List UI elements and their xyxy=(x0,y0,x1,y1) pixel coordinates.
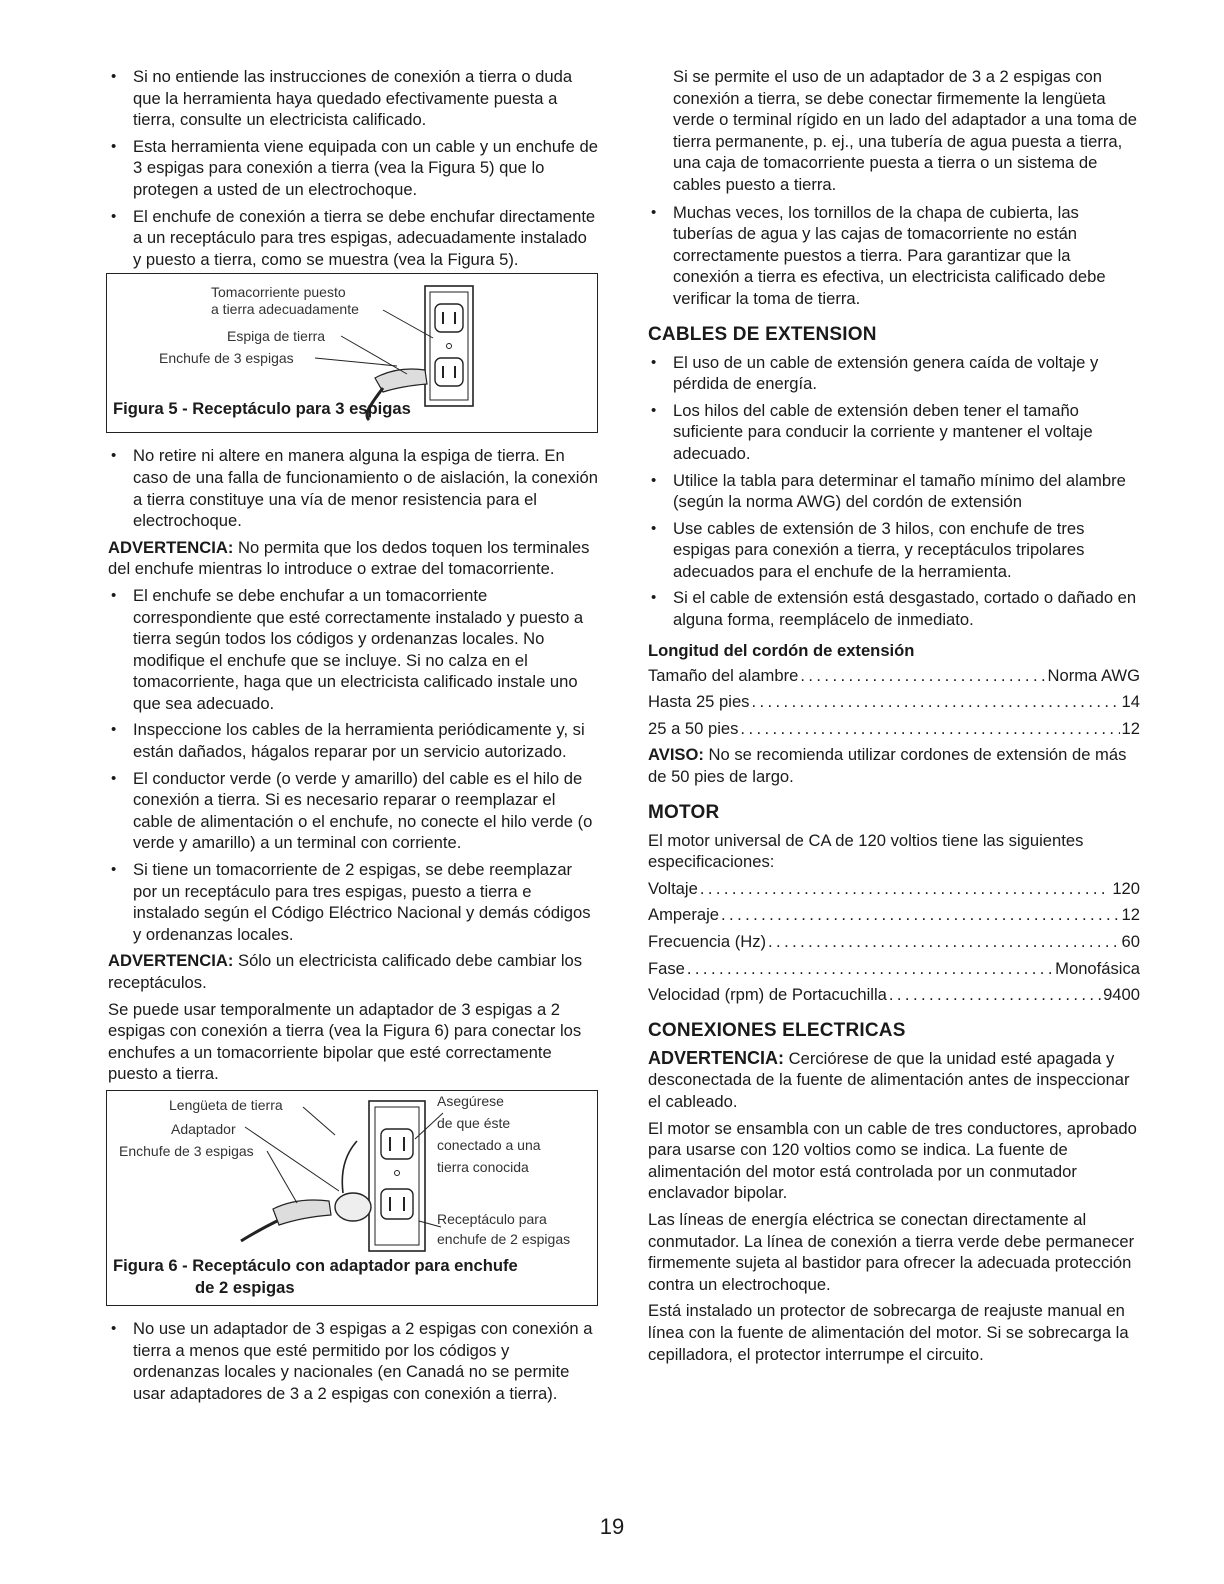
label-ground-pin: Espiga de tierra xyxy=(227,328,326,345)
label-adapter: Adaptador xyxy=(171,1120,236,1137)
adapter-permitted-paragraph: Si se permite el uso de un adaptador de 3 a 2 espigas con conexión a tierra, se debe conectar firmemente la lengüeta verde o terminal rígido en un lado del adaptador a una toma de tierra permanente, p. ej., una tubería de agua puesta a tierra, una caja de tomacorriente puesta a tierra o un sistema de cables puesto a tierra. xyxy=(673,67,1138,194)
label-ensure-4: tierra conocida xyxy=(437,1158,529,1175)
list-item: • El uso de un cable de extensión genera caída de voltaje y pérdida de energía. xyxy=(648,352,1140,395)
motor-spec-table xyxy=(648,878,1140,1006)
figure-5-caption: Figura 5 - Receptáculo para 3 espigas xyxy=(113,399,411,419)
label-ensure-2: de que éste xyxy=(437,1114,511,1131)
adapter-paragraph: Se puede usar temporalmente un adaptador de 3 espigas a 2 espigas con conexión a tierra (vea la Figura 6) para conectar los enchufes a un tomacorriente bipolar que esté correctamente puesto a tierra. xyxy=(108,999,582,1084)
figure-6-caption: Figura 6 - Receptáculo con adaptador para enchufe xyxy=(113,1255,518,1275)
left-column xyxy=(108,66,598,1409)
table-row: Amperaje . . . 12 xyxy=(648,904,1140,926)
electrical-paragraph: El motor se ensambla con un cable de tres conductores, aprobado para usarse con 120 voltios como se indica. La fuente de alimentación del motor está controlada por un conmutador enclavador bipolar. xyxy=(648,1118,1137,1203)
list-item: • Si no entiende las instrucciones de conexión a tierra o duda que la herramienta haya quedado efectivamente puesta a tierra, consulte un electricista calificado. xyxy=(108,66,598,131)
cord-length-table xyxy=(648,665,1140,740)
grounding-bullets-b xyxy=(108,445,598,531)
warning-electrician: ADVERTENCIA: Sólo un electricista calificado debe cambiar los receptáculos. xyxy=(108,951,583,992)
figure-6-caption-2: de 2 espigas xyxy=(195,1277,295,1297)
label-receptacle-1: Receptáculo para xyxy=(437,1210,547,1227)
table-row: Fase . . . Monofásica xyxy=(648,958,1140,980)
label-ensure-3: conectado a una xyxy=(437,1136,541,1153)
label-ground-tab: Lengüeta de tierra xyxy=(169,1096,283,1113)
list-item: • Si tiene un tomacorriente de 2 espigas, se debe reemplazar por un receptáculo para tres espigas, puesto a tierra e instalado según el Código Eléctrico Nacional y demás códigos y ordenanzas locales. xyxy=(108,859,598,945)
label-outlet: Tomacorriente puesto xyxy=(211,284,346,301)
label-receptacle-2: enchufe de 2 espigas xyxy=(437,1230,571,1247)
list-item: • Esta herramienta viene equipada con un cable y un enchufe de 3 espigas para conexión a tierra (vea la Figura 5) que lo protegen a usted de un electrochoque. xyxy=(108,136,598,201)
list-item: • Utilice la tabla para determinar el tamaño mínimo del alambre (según la norma AWG) del cordón de extensión xyxy=(648,470,1140,513)
list-item: • No use un adaptador de 3 espigas a 2 espigas con conexión a tierra a menos que esté permitido por los códigos y ordenanzas locales y nacionales (en Canadá no se permite usar adaptadores de 3 a 2 espigas con conexión a tierra). xyxy=(108,1318,598,1404)
motor-paragraph: El motor universal de CA de 120 voltios tiene las siguientes especificaciones: xyxy=(648,830,1084,872)
list-item: • Los hilos del cable de extensión deben tener el tamaño suficiente para conducir la corriente y mantener el voltaje adecuado. xyxy=(648,400,1140,465)
label-outlet-2: a tierra adecuadamente xyxy=(211,301,359,318)
figure-6 xyxy=(106,1090,598,1306)
cord-length-heading: Longitud del cordón de extensión xyxy=(648,640,915,660)
grounding-bullets-c xyxy=(108,585,598,946)
table-row: Frecuencia (Hz) . . . 60 xyxy=(648,931,1140,953)
list-item: • El conductor verde (o verde y amarillo) del cable es el hilo de conexión a tierra. Si es necesario reparar o reemplazar el cable de alimentación o el enchufe, no conecte el hilo verde (o verde y amarillo) a un terminal con corriente. xyxy=(108,768,598,854)
table-row: Hasta 25 pies . . . 14 xyxy=(648,691,1140,713)
list-item: • Use cables de extensión de 3 hilos, con enchufe de tres espigas para conexión a tierra, y receptáculos tripolares adecuados para el enchufe de la herramienta. xyxy=(648,518,1140,583)
warning-label: ADVERTENCIA: xyxy=(108,951,234,971)
warning-label: ADVERTENCIA: xyxy=(108,537,234,557)
electrical-paragraph: Está instalado un protector de sobrecarga de reajuste manual en línea con la fuente de alimentación del motor. Si se sobrecarga la cepilladora, el protector interrumpe el circuito. xyxy=(648,1301,1129,1364)
electrical-warning: ADVERTENCIA: Cerciórese de que la unidad esté apagada y desconectada de la fuente de alimentación antes de inspeccionar el cableado. xyxy=(648,1047,1130,1111)
section-heading-motor: MOTOR xyxy=(648,801,720,823)
table-row: Voltaje . . . 120 xyxy=(648,878,1140,900)
warning-label: ADVERTENCIA: xyxy=(648,1047,785,1068)
screws-bullets xyxy=(648,202,1140,310)
notice-label: AVISO: xyxy=(648,745,704,765)
label-3-prong-plug: Enchufe de 3 espigas xyxy=(119,1142,254,1159)
label-ensure-1: Asegúrese xyxy=(437,1092,504,1109)
label-3-prong-plug: Enchufe de 3 espigas xyxy=(159,350,294,367)
grounding-bullets-d xyxy=(108,1318,598,1404)
electrical-paragraph: Las líneas de energía eléctrica se conectan directamente al conmutador. La línea de conexión a tierra verde debe permanecer firmemente sujeta al bastidor para ofrecer la adecuada protección contra un electrochoque. xyxy=(648,1209,1135,1294)
list-item: • El enchufe de conexión a tierra se debe enchufar directamente a un receptáculo para tres espigas, adecuadamente instalado y puesto a tierra, como se muestra (vea la Figura 5). xyxy=(108,206,598,271)
list-item: • No retire ni altere en manera alguna la espiga de tierra. En caso de una falla de funcionamiento o de aislación, la conexión a tierra constituye una vía de menor resistencia para el electrochoque. xyxy=(108,445,598,531)
grounding-bullets-a xyxy=(108,66,598,270)
figure-5 xyxy=(106,273,598,433)
extension-cable-bullets xyxy=(648,352,1140,631)
list-item: • Muchas veces, los tornillos de la chapa de cubierta, las tuberías de agua y las cajas de tomacorriente no están correctamente puestos a tierra. Para garantizar que la conexión a tierra es efectiva, un electricista calificado debe verificar la toma de tierra. xyxy=(648,202,1140,310)
table-row: 25 a 50 pies . . . 12 xyxy=(648,718,1140,740)
warning-fingers: ADVERTENCIA: No permita que los dedos toquen los terminales del enchufe mientras lo introduce o extrae del tomacorriente. xyxy=(108,537,590,579)
section-heading-electrical-connections: CONEXIONES ELECTRICAS xyxy=(648,1019,906,1041)
table-row: Velocidad (rpm) de Portacuchilla . . . 9400 xyxy=(648,984,1140,1006)
section-heading-extension-cables: CABLES DE EXTENSION xyxy=(648,323,877,345)
list-item: • Si el cable de extensión está desgastado, cortado o dañado en alguna forma, reemplácelo de inmediato. xyxy=(648,587,1140,630)
page-number: 19 xyxy=(599,1514,625,1539)
notice-paragraph: AVISO: No se recomienda utilizar cordones de extensión de más de 50 pies de largo. xyxy=(648,745,1127,787)
list-item: • Inspeccione los cables de la herramienta periódicamente y, si están dañados, hágalos reparar por un servicio autorizado. xyxy=(108,719,598,762)
table-row: Tamaño del alambre . . . Norma AWG xyxy=(648,665,1140,687)
right-column xyxy=(648,66,1140,1370)
list-item: • El enchufe se debe enchufar a un tomacorriente correspondiente que esté correctamente instalado y puesto a tierra según todos los códigos y ordenanzas locales. No modifique el enchufe que se incluye. Si no calza en el tomacorriente, haga que un electricista calificado instale uno que sea adecuado. xyxy=(108,585,598,715)
